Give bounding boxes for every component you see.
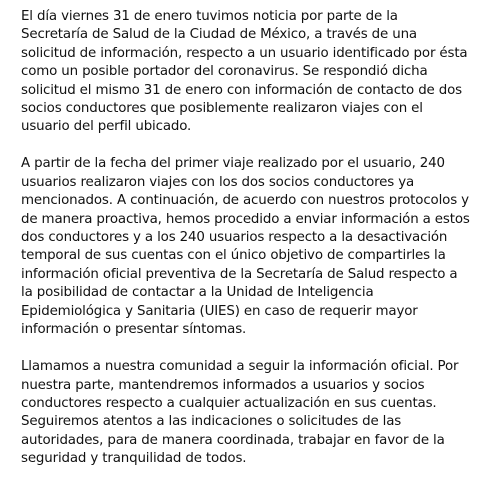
text-line: Secretaría de Salud de la Ciudad de México, a través de una [21,27,417,43]
text-line: Llamamos a nuestra comunidad a seguir la información oficial. Por [21,359,459,375]
text-line: de manera proactiva, hemos procedido a enviar información a estos [21,211,470,227]
document-body [21,8,487,487]
text-line: usuarios realizaron viajes con los dos socios conductores ya [21,174,415,190]
text-line: socios conductores que posiblemente realizaron viajes con el [21,101,423,117]
text-line: dos conductores y a los 240 usuarios respecto a la desactivación [21,230,448,246]
text-line: temporal de sus cuentas con el único objetivo de compartirles la [21,248,446,264]
paragraph-3 [21,358,487,468]
paragraph-1 [21,8,487,137]
text-line: autoridades, para de manera coordinada, trabajar en favor de la [21,432,445,448]
text-line: solicitud de información, respecto a un usuario identificado por ésta [21,45,468,61]
text-line: conductores respecto a cualquier actualización en sus cuentas. [21,395,437,411]
text-line: información oficial preventiva de la Secretaría de Salud respecto a [21,266,458,282]
text-line: información o presentar síntomas. [21,322,247,338]
text-line: mencionados. A continuación, de acuerdo con nuestros protocolos y [21,193,469,209]
text-line: nuestra parte, mantendremos informados a usuarios y socios [21,377,425,393]
text-line: la posibilidad de contactar a la Unidad de Inteligencia [21,285,374,301]
text-line: El día viernes 31 de enero tuvimos noticia por parte de la [21,9,398,24]
text-line: seguridad y tranquilidad de todos. [21,451,247,467]
text-line: usuario del perfil ubicado. [21,119,192,135]
text-line: como un posible portador del coronavirus. Se respondió dicha [21,64,428,80]
text-line: Epidemiológica y Sanitaria (UIES) en caso de requerir mayor [21,303,418,319]
paragraph-2 [21,155,487,339]
text-line: A partir de la fecha del primer viaje realizado por el usuario, 240 [21,156,445,172]
text-line: solicitud el mismo 31 de enero con información de contacto de dos [21,82,462,98]
text-line: Seguiremos atentos a las indicaciones o solicitudes de las [21,414,402,430]
